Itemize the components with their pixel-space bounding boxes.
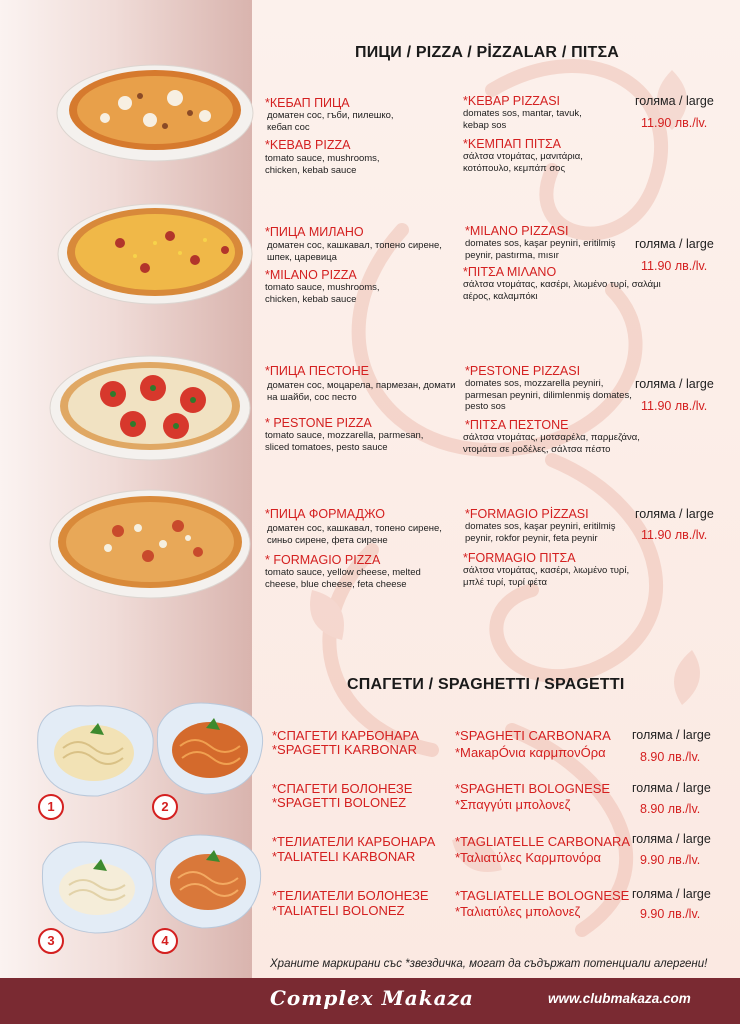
allergen-note: Храните маркирани със *звездичка, могат да съдържат потенциали алергени!: [270, 958, 708, 970]
item-title-tr: *TALIATELI KARBONAR: [272, 849, 416, 864]
item-desc-en: tomato sauce, yellow cheese, melted cheese, blue cheese, feta cheese: [265, 567, 421, 590]
item-desc-bg: доматен сос, гъби, пилешко, кебап сос: [267, 110, 394, 133]
item-title-gr: *Σπαγγύτι μπολονεζ: [455, 797, 571, 812]
item-desc-gr: σάλτσα ντομάτας, κασέρι, λιωμένο τυρί, σαλάμι αέρος, καλαμπόκι: [463, 279, 661, 302]
item-desc-tr: domates sos, kaşar peyniri, eritilmiş peynir, rokfor peynir, feta peynir: [465, 521, 616, 544]
size-label: голяма / large: [632, 887, 711, 901]
pasta-icon: [28, 698, 158, 803]
item-title-gr: *Ταλιατύλες Καρμπονόρα: [455, 850, 601, 865]
item-desc-en: tomato sauce, mushrooms, chicken, kebab sauce: [265, 282, 380, 305]
pasta-icon: [35, 835, 160, 940]
price: 8.90 лв./lv.: [640, 750, 701, 764]
plate-number-1: 1: [38, 794, 64, 820]
size-label: голяма / large: [635, 237, 714, 251]
pizza-icon: [55, 58, 255, 163]
size-label: голяма / large: [632, 832, 711, 846]
item-desc-bg: доматен сос, моцарела, пармезан, домати на шайби, сос песто: [267, 380, 456, 403]
item-title-en: * PESTONE PIZZA: [265, 416, 372, 430]
item-title-en: *SPAGHETI BOLOGNESE: [455, 781, 611, 796]
item-title-en: *SPAGHETI CARBONARA: [455, 728, 611, 743]
item-desc-en: tomato sauce, mozzarella, parmesan, sliced tomatoes, pesto sauce: [265, 430, 424, 453]
item-desc-gr: σάλτσα ντομάτας, κασέρι, λιωμένο τυρί, μπλέ τυρί, τυρί φέτα: [463, 565, 630, 588]
item-desc-bg: доматен сос, кашкавал, топено сирене, шпек, царевица: [267, 240, 442, 263]
pasta-icon: [148, 828, 270, 938]
brand-logo: Complex Makaza: [270, 986, 474, 1010]
size-label: голяма / large: [635, 377, 714, 391]
item-title-bg: *ПИЦА МИЛАНО: [265, 225, 364, 239]
website-link[interactable]: www.clubmakaza.com: [548, 991, 691, 1006]
pizza-icon: [48, 352, 253, 464]
price: 11.90 лв./lv.: [641, 399, 708, 413]
item-title-en: *TAGLIATELLE CARBONARA: [455, 834, 631, 849]
size-label: голяма / large: [632, 781, 711, 795]
pasta-icon: [150, 698, 270, 803]
plate-number-2: 2: [152, 794, 178, 820]
price: 11.90 лв./lv.: [641, 116, 708, 130]
item-title-bg: *ПИЦА ПЕСТОНЕ: [265, 364, 369, 378]
item-title-en: * FORMAGIO PIZZA: [265, 553, 381, 567]
item-desc-gr: σάλτσα ντομάτας, μοτσαρέλα, παρμεζάνα, ντομάτα σε ροδέλες, σάλτσα πέστο: [463, 432, 640, 455]
item-title-gr: *МакарÓνια καρμπονÓρα: [455, 745, 606, 760]
item-desc-bg: доматен сос, кашкавал, топено сирене, синьо сирене, фета сирене: [267, 523, 442, 546]
item-title-gr: *ΠΙΤΣΑ ΜΙΛΑΝΟ: [463, 265, 557, 279]
price: 8.90 лв./lv.: [640, 802, 701, 816]
pizza-icon: [55, 198, 255, 308]
item-title-gr: *ΚΕΜΠΑΠ ΠΙΤΣΑ: [463, 137, 562, 151]
item-title-en: *MILANO PIZZA: [265, 268, 357, 282]
pizza-section-title: ПИЦИ / PIZZA / PİZZALAR / ΠΙΤΣΑ: [355, 44, 620, 61]
size-label: голяма / large: [635, 94, 714, 108]
item-title-bg: *ПИЦА ФОРМАДЖО: [265, 507, 385, 521]
item-title-en: *TAGLIATELLE BOLOGNESE: [455, 888, 630, 903]
size-label: голяма / large: [635, 507, 714, 521]
item-title-gr: *Ταλιατύλες μπολονεζ: [455, 904, 581, 919]
item-title-bg: *ТЕЛИАТЕЛИ КАРБОНАРА: [272, 834, 436, 849]
size-label: голяма / large: [632, 728, 711, 742]
item-title-tr: *SPAGETTI KARBONAR: [272, 742, 417, 757]
spaghetti-section-title: СПАГЕТИ / SPAGHETTI / SPAGETTI: [347, 676, 625, 693]
item-title-bg: *СПАГЕТИ БОЛОНЕЗЕ: [272, 781, 413, 796]
item-title-bg: *СПАГЕТИ КАРБОНАРА: [272, 728, 420, 743]
plate-number-4: 4: [152, 928, 178, 954]
item-desc-tr: domates sos, kaşar peyniri, eritilmiş peynir, pastırma, mısır: [465, 238, 616, 261]
price: 11.90 лв./lv.: [641, 259, 708, 273]
item-title-tr: *SPAGETTI BOLONEZ: [272, 795, 407, 810]
plate-number-3: 3: [38, 928, 64, 954]
item-desc-en: tomato sauce, mushrooms, chicken, kebab sauce: [265, 153, 380, 176]
item-title-tr: *KEBAP PIZZASI: [463, 94, 561, 108]
item-title-tr: *MILANO PIZZASI: [465, 224, 569, 238]
item-title-tr: *TALIATELI BOLONEZ: [272, 903, 405, 918]
item-desc-tr: domates sos, mozzarella peyniri, parmesan peyniri, dilimlenmiş domates, pesto sos: [465, 378, 632, 412]
pizza-icon: [48, 486, 253, 602]
item-title-en: *KEBAB PIZZA: [265, 138, 351, 152]
item-title-tr: *FORMAGIO PİZZASI: [465, 507, 589, 521]
item-desc-tr: domates sos, mantar, tavuk, kebap sos: [463, 108, 582, 131]
price: 9.90 лв./lv.: [640, 907, 701, 921]
item-title-tr: *PESTONE PIZZASI: [465, 364, 581, 378]
item-title-bg: *ТЕЛИАТЕЛИ БОЛОНЕЗЕ: [272, 888, 429, 903]
item-title-gr: *ΠΙΤΣΑ ΠΕΣΤΟΝΕ: [465, 418, 569, 432]
item-desc-gr: σάλτσα ντομάτας, μανιτάρια, κοτόπουλο, κεμπάπ σος: [463, 151, 583, 174]
price: 11.90 лв./lv.: [641, 528, 708, 542]
price: 9.90 лв./lv.: [640, 853, 701, 867]
item-title-gr: *FORMAGIO ΠΙΤΣΑ: [463, 551, 576, 565]
item-title-bg: *КЕБАП ПИЦА: [265, 96, 350, 110]
